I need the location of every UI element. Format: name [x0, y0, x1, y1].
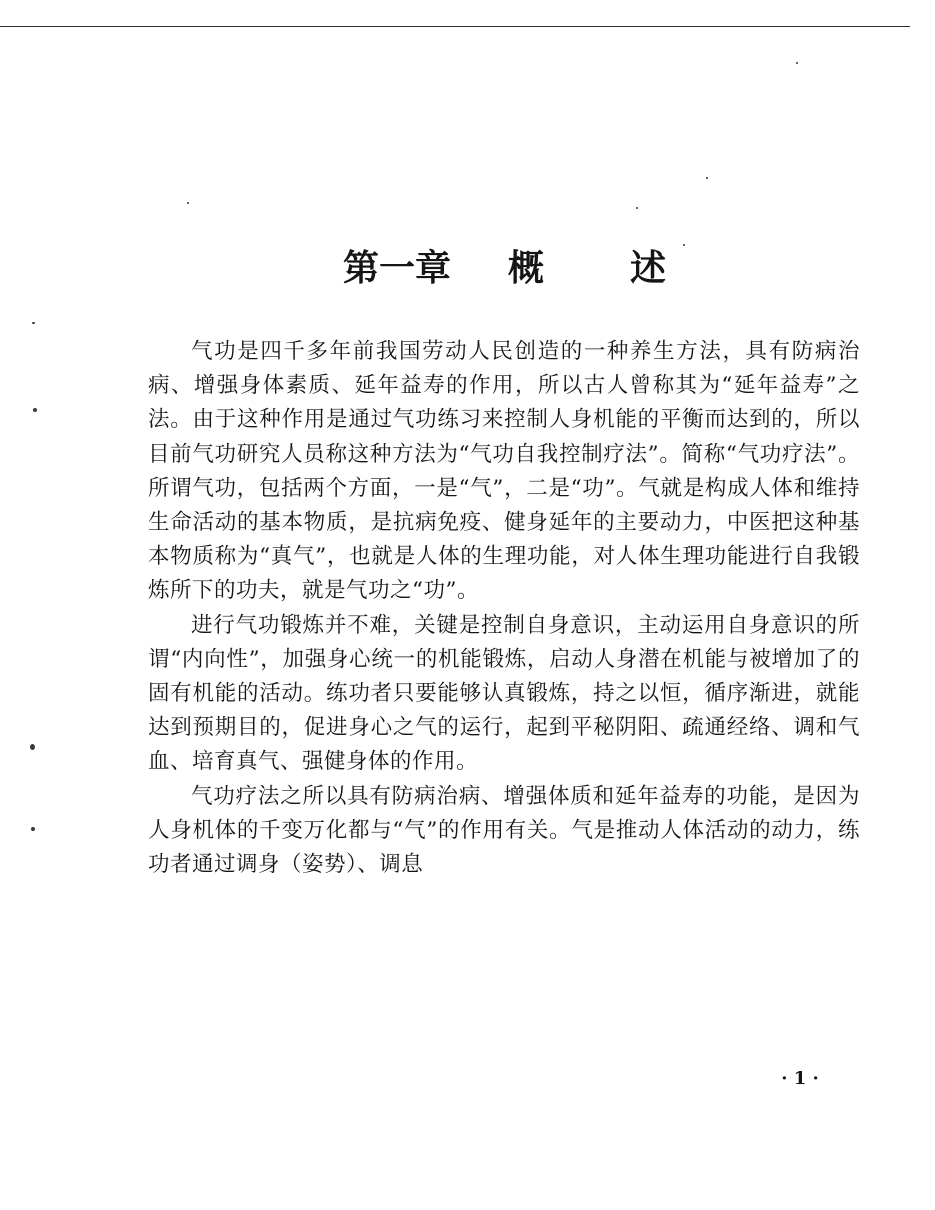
- top-border-line: [0, 26, 910, 27]
- paragraph-2: 进行气功锻炼并不难，关键是控制自身意识，主动运用自身意识的所谓“内向性”，加强身心统一的机能锻炼，启动人身潜在机能与被增加了的固有机能的活动。练功者只要能够认真锻炼，持之以恒，循序渐进，就能达到预期目的，促进身心之气的运行，起到平秘阴阳、疏通经络、调和气血、培育真气、强健身体的作用。: [148, 612, 860, 775]
- scan-speck: [31, 827, 35, 831]
- scan-speck: [706, 177, 708, 179]
- scan-speck: [32, 322, 35, 324]
- paragraph-3: 气功疗法之所以具有防病治病、增强体质和延年益寿的功能，是因为人身机体的千变万化都与“气”的作用有关。气是推动人体活动的动力，练功者通过调身（姿势）、调息: [148, 783, 860, 878]
- chapter-title: [330, 240, 730, 296]
- paragraph-1: 气功是四千多年前我国劳动人民创造的一种养生方法，具有防病治病、增强身体素质、延年益寿的作用，所以古人曾称其为“延年益寿”之法。由于这种作用是通过气功练习来控制人身机能的平衡而达到的，所以目前气功研究人员称这种方法为“气功自我控制疗法”。简称“气功疗法”。所谓气功，包括两个方面，一是“气”，二是“功”。气就是构成人体和维持生命活动的基本物质，是抗病免疫、健身延年的主要动力，中医把这种基本物质称为“真气”，也就是人体的生理功能，对人体生理功能进行自我锻炼所下的功夫，就是气功之“功”。: [148, 339, 860, 604]
- chapter-title-word-1: 概: [508, 247, 545, 289]
- scan-speck: [187, 202, 189, 204]
- scan-speck: [33, 408, 37, 412]
- scan-speck: [796, 62, 798, 64]
- scan-speck: [636, 207, 638, 209]
- chapter-title-word-2: 述: [630, 247, 667, 289]
- page-number: · 1 ·: [781, 1068, 819, 1089]
- scan-speck: [30, 744, 35, 750]
- body-text: [148, 335, 860, 882]
- chapter-number: 第一章: [343, 247, 452, 289]
